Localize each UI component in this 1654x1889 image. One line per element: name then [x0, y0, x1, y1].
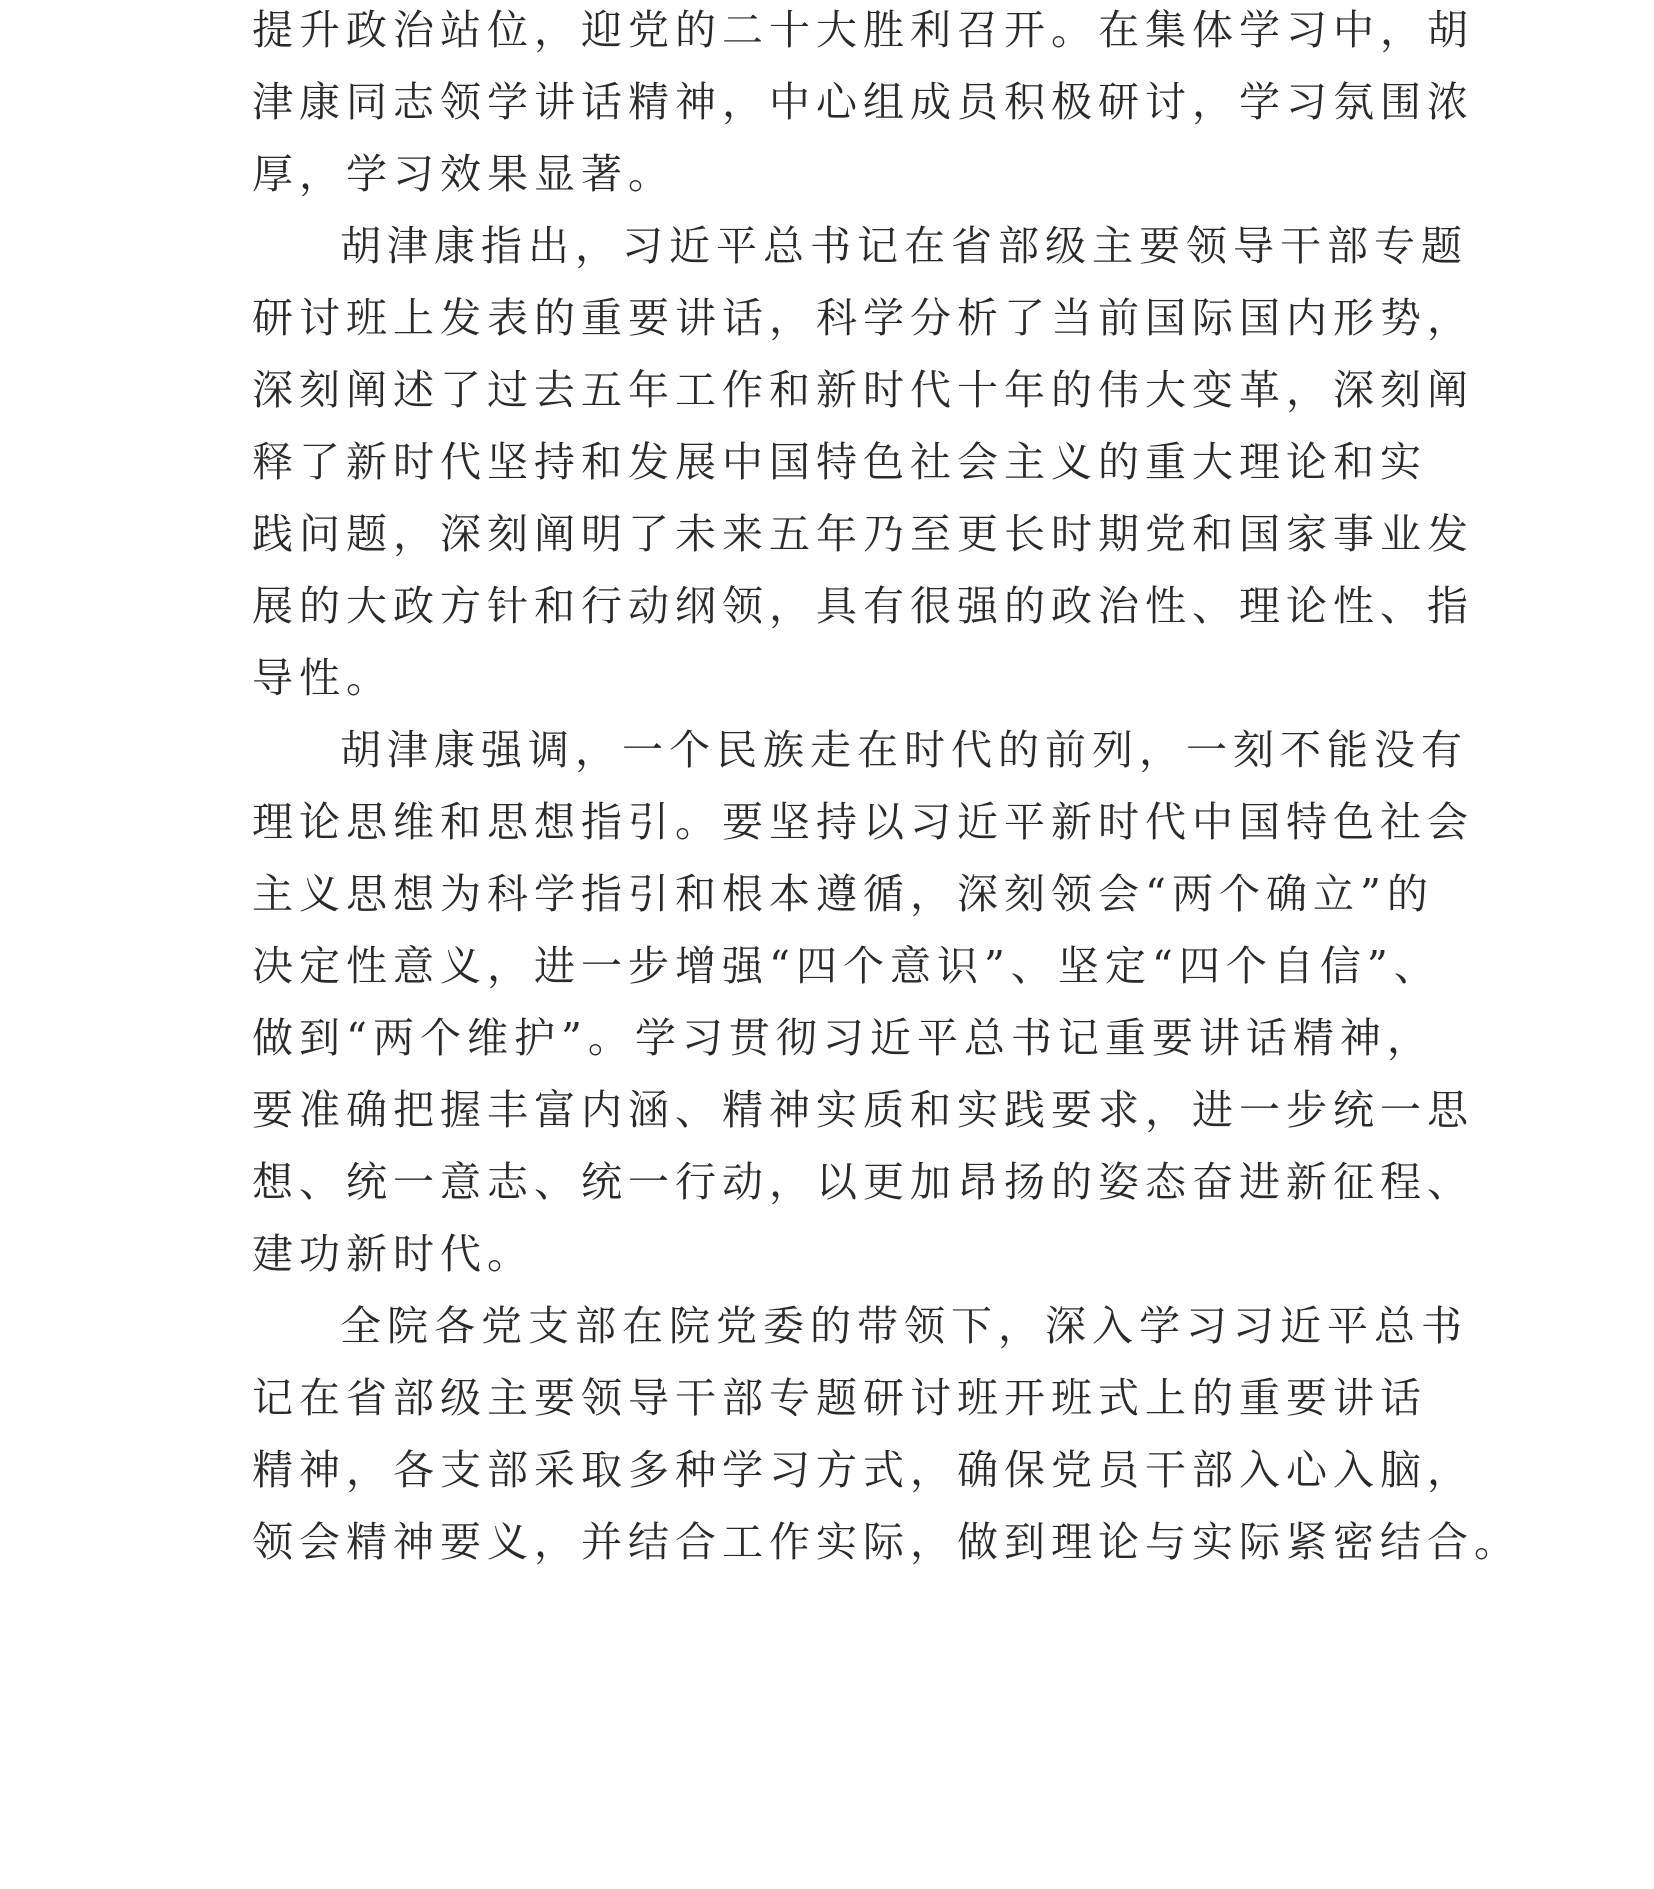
- text-line: 主义思想为科学指引和根本遵循，深刻领会“两个确立”的: [252, 870, 1434, 918]
- text-line: 精神，各支部采取多种学习方式，确保党员干部入心入脑，: [252, 1446, 1474, 1494]
- text-line: 展的大政方针和行动纲领，具有很强的政治性、理论性、指: [252, 582, 1474, 630]
- paragraph-first-line: 胡津康强调，一个民族走在时代的前列，一刻不能没有: [340, 726, 1468, 774]
- text-line: 释了新时代坚持和发展中国特色社会主义的重大理论和实: [252, 438, 1427, 486]
- text-line: 厚，学习效果显著。: [252, 150, 675, 198]
- text-line: 研讨班上发表的重要讲话，科学分析了当前国际国内形势，: [252, 294, 1474, 342]
- paragraph-first-line: 胡津康指出，习近平总书记在省部级主要领导干部专题: [340, 222, 1468, 270]
- text-line: 领会精神要义，并结合工作实际，做到理论与实际紧密结合。: [252, 1518, 1521, 1566]
- text-line: 深刻阐述了过去五年工作和新时代十年的伟大变革，深刻阐: [252, 366, 1474, 414]
- text-line: 做到“两个维护”。学习贯彻习近平总书记重要讲话精神，: [252, 1014, 1434, 1062]
- text-line: 决定性意义，进一步增强“四个意识”、坚定“四个自信”、: [252, 942, 1441, 990]
- text-line: 践问题，深刻阐明了未来五年乃至更长时期党和国家事业发: [252, 510, 1474, 558]
- text-line: 想、统一意志、统一行动，以更加昂扬的姿态奋进新征程、: [252, 1158, 1474, 1206]
- text-line: 津康同志领学讲话精神，中心组成员积极研讨，学习氛围浓: [252, 78, 1474, 126]
- paragraph-first-line: 全院各党支部在院党委的带领下，深入学习习近平总书: [340, 1302, 1468, 1350]
- text-line: 提升政治站位，迎党的二十大胜利召开。在集体学习中，胡: [252, 6, 1474, 54]
- text-line: 要准确把握丰富内涵、精神实质和实践要求，进一步统一思: [252, 1086, 1474, 1134]
- text-line: 理论思维和思想指引。要坚持以习近平新时代中国特色社会: [252, 798, 1474, 846]
- text-line: 导性。: [252, 654, 393, 702]
- text-line: 记在省部级主要领导干部专题研讨班开班式上的重要讲话: [252, 1374, 1427, 1422]
- text-line: 建功新时代。: [252, 1230, 534, 1278]
